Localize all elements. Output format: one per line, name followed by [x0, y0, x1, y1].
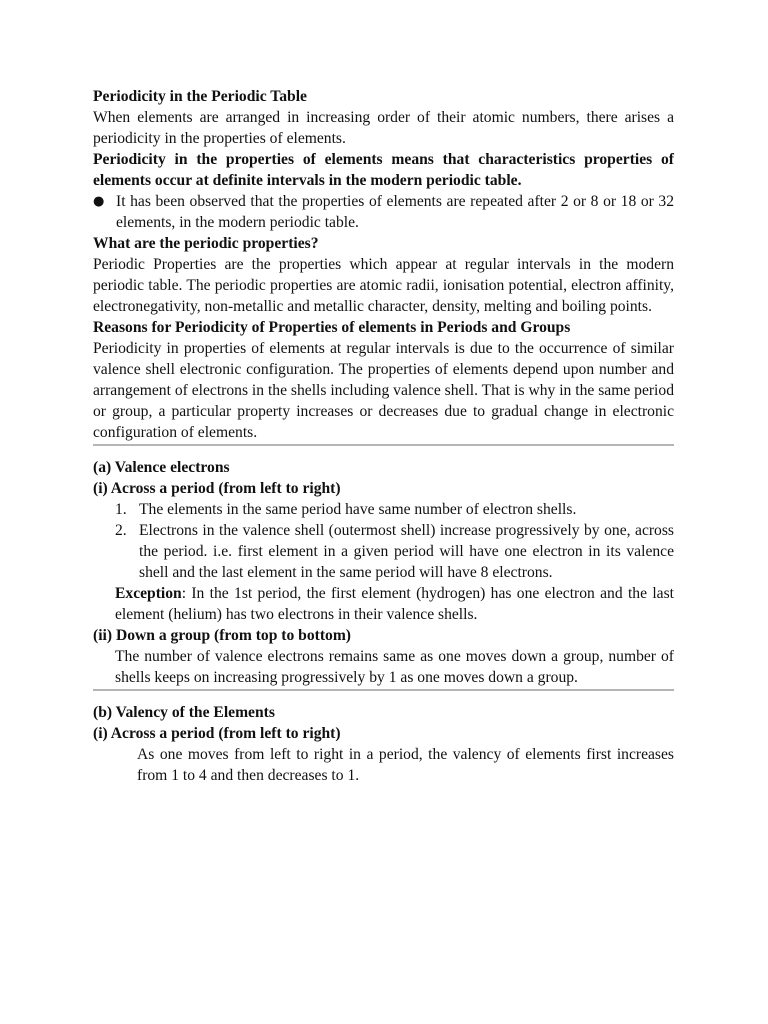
list-item-text: The elements in the same period have same number of electron shells. — [139, 501, 577, 518]
subheading-down-group: (ii) Down a group (from top to bottom) — [93, 627, 352, 644]
list-item — [93, 499, 674, 520]
list-item-text: Electrons in the valence shell (outermost shell) increase progressively by one, across the period. i.e. first element in a given period will have one electron in its valence shell and the last element in the same period will have 8 electrons. — [139, 522, 674, 581]
numbered-list — [93, 499, 674, 583]
exception-label: Exception — [115, 585, 182, 602]
heading-periodicity: Periodicity in the Periodic Table — [93, 88, 307, 105]
bullet-icon: ● — [93, 194, 105, 209]
heading-periodic-properties: What are the periodic properties? — [93, 235, 319, 252]
divider — [93, 689, 674, 691]
periodic-properties-paragraph: Periodic Properties are the properties which appear at regular intervals in the modern periodic table. The periodic properties are atomic radii, ionisation potential, electron affinity, electronegativity, non-metallic and metallic character, density, melting and boiling points. — [93, 256, 674, 315]
exception-paragraph — [93, 583, 674, 625]
heading-valence-electrons: (a) Valence electrons — [93, 459, 230, 476]
subheading-across-period: (i) Across a period (from left to right) — [93, 480, 341, 497]
subheading-across-period: (i) Across a period (from left to right) — [93, 725, 341, 742]
list-number: 1. — [115, 501, 127, 518]
bullet-list — [93, 191, 674, 233]
intro-paragraph: When elements are arranged in increasing order of their atomic numbers, there arises a periodicity in the properties of elements. — [93, 109, 674, 147]
definition-paragraph: Periodicity in the properties of elements means that characteristics properties of elements occur at definite intervals in the modern periodic table. — [93, 151, 674, 189]
heading-valency: (b) Valency of the Elements — [93, 704, 275, 721]
down-group-paragraph: The number of valence electrons remains same as one moves down a group, number of shells keeps on increasing progressively by 1 as one moves down a group. — [115, 648, 674, 686]
exception-text: : In the 1st period, the first element (hydrogen) has one electron and the last element (helium) has two electrons in their valence shells. — [115, 585, 674, 623]
list-number: 2. — [115, 522, 127, 539]
bullet-text: It has been observed that the properties of elements are repeated after 2 or 8 or 18 or 32 elements, in the modern periodic table. — [116, 193, 674, 231]
heading-reasons: Reasons for Periodicity of Properties of elements in Periods and Groups — [93, 319, 571, 336]
reasons-paragraph: Periodicity in properties of elements at regular intervals is due to the occurrence of similar valence shell electronic configuration. The properties of elements depend upon number and arrangement of electrons in the shells including valence shell. That is why in the same period or group, a particular property increases or decreases due to gradual change in electronic configuration of elements. — [93, 340, 674, 441]
divider — [93, 444, 674, 446]
list-item — [93, 191, 674, 233]
valency-paragraph: As one moves from left to right in a period, the valency of elements first increases from 1 to 4 and then decreases to 1. — [137, 746, 674, 784]
list-item — [93, 520, 674, 583]
